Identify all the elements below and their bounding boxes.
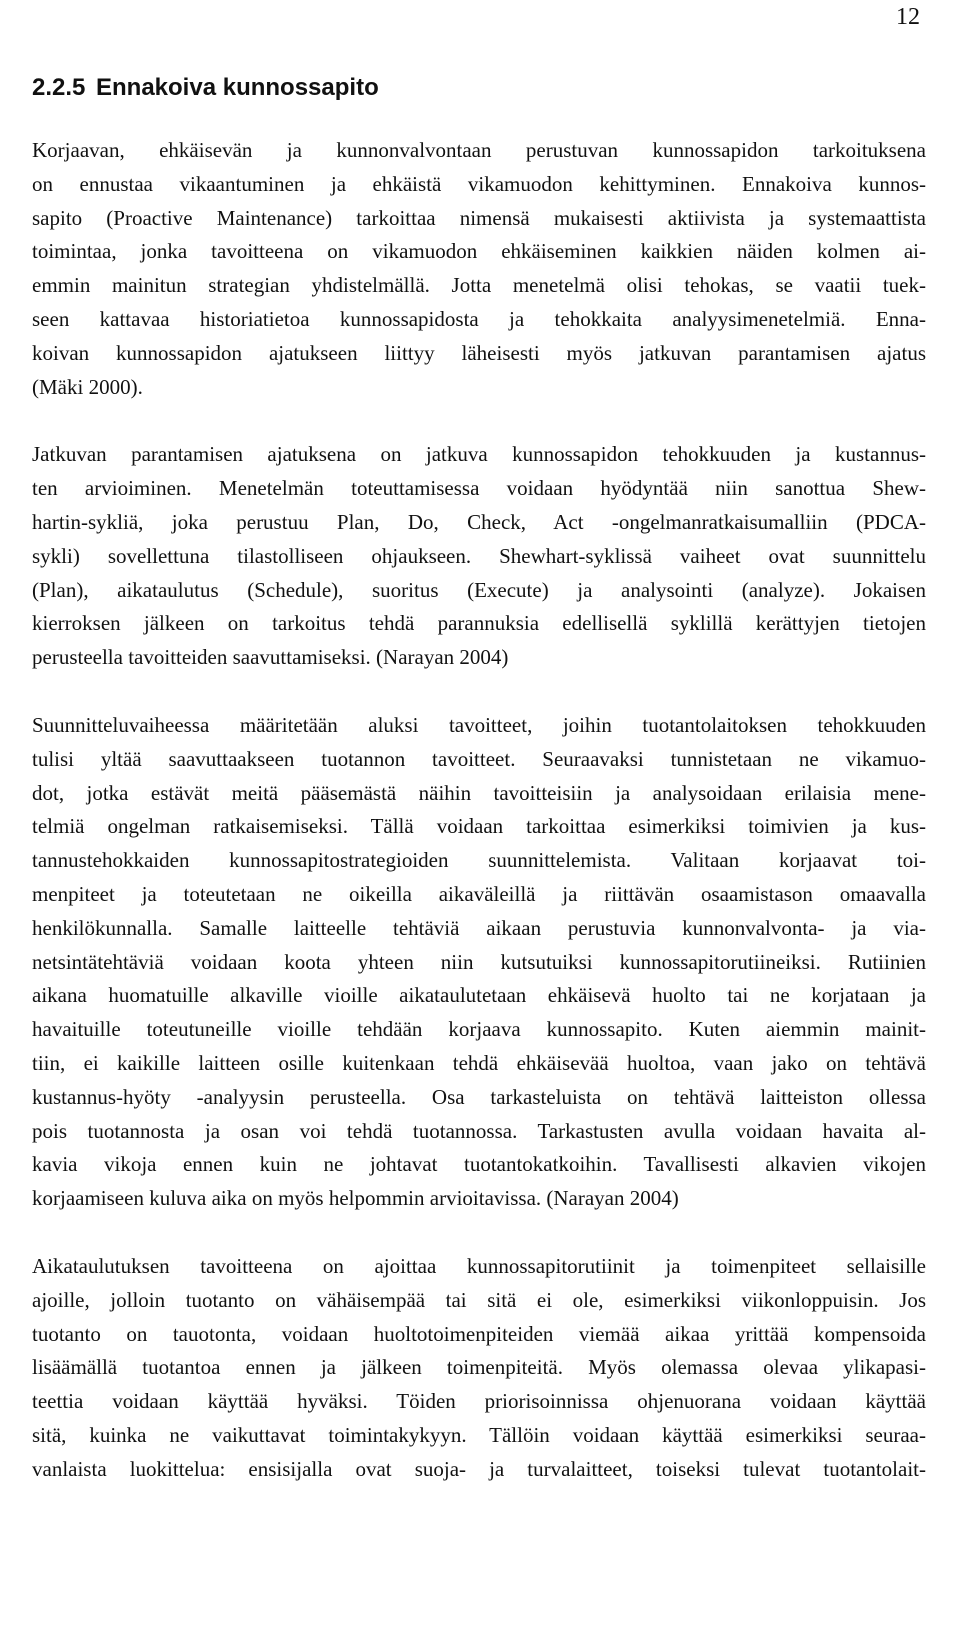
text-line: kustannus-hyöty -analyysin perusteella. Osa tarkasteluista on tehtävä laitteiston ollessa xyxy=(32,1084,926,1109)
paragraph xyxy=(32,134,926,404)
text-line: sitä, kuinka ne vaikuttavat toimintakykyyn. Tällöin voidaan käyttää esimerkiksi seuraa- xyxy=(32,1422,926,1447)
text-line: sapito (Proactive Maintenance) tarkoittaa nimensä mukaisesti aktiivista ja systemaattista xyxy=(32,205,926,230)
text-line: lisäämällä tuotantoa ennen ja jälkeen toimenpiteitä. Myös olemassa olevaa ylikapasi- xyxy=(32,1355,926,1380)
body-text xyxy=(32,134,926,1520)
text-line: toimintaa, jonka tavoitteena on vikamuodon ehkäiseminen kaikkien näiden kolmen ai- xyxy=(32,239,926,264)
paragraph xyxy=(32,709,926,1216)
text-line: menpiteet ja toteutetaan ne oikeilla aikaväleillä ja riittävän osaamistason omaavalla xyxy=(32,881,926,906)
text-line: dot, jotka estävät meitä pääsemästä näihin tavoitteisiin ja analysoidaan erilaisia mene- xyxy=(32,780,926,805)
text-line: Aikataulutuksen tavoitteena on ajoittaa kunnossapitorutiinit ja toimenpiteet sellaisille xyxy=(32,1253,926,1278)
text-line: on ennustaa vikaantuminen ja ehkäistä vikamuodon kehittyminen. Ennakoiva kunnos- xyxy=(32,171,926,196)
text-line: tannustehokkaiden kunnossapitostrategioiden suunnittelemista. Valitaan korjaavat toi- xyxy=(32,848,926,873)
text-line: netsintätehtäviä voidaan koota yhteen niin kutsutuiksi kunnossapitorutiineiksi. Rutiinien xyxy=(32,949,926,974)
text-line: ajoille, jolloin tuotanto on vähäisempää tai sitä ei ole, esimerkiksi viikonloppuisin. Jos xyxy=(32,1287,926,1312)
text-line: (Mäki 2000). xyxy=(32,374,143,399)
text-line: perusteella tavoitteiden saavuttamiseksi. (Narayan 2004) xyxy=(32,645,509,670)
text-line: kierroksen jälkeen on tarkoitus tehdä parannuksia edellisellä syklillä kerättyjen tietojen xyxy=(32,611,926,636)
text-line: tuotanto on tauotonta, voidaan huoltotoimenpiteiden viemää aikaa yrittää kompensoida xyxy=(32,1321,926,1346)
section-heading xyxy=(32,72,932,104)
text-line: tulisi yltää saavuttaakseen tuotannon tavoitteet. Seuraavaksi tunnistetaan ne vikamuo- xyxy=(32,746,926,771)
text-line: koivan kunnossapidon ajatukseen liittyy läheisesti myös jatkuvan parantamisen ajatus xyxy=(32,340,926,365)
paragraph xyxy=(32,1250,926,1487)
text-line: Korjaavan, ehkäisevän ja kunnonvalvontaan perustuvan kunnossapidon tarkoituksena xyxy=(32,138,926,162)
text-line: havaituille toteutuneille vioille tehdään korjaava kunnossapito. Kuten aiemmin mainit- xyxy=(32,1017,926,1042)
text-line: Jatkuvan parantamisen ajatuksena on jatkuva kunnossapidon tehokkuuden ja kustannus- xyxy=(32,442,926,467)
text-line: (Plan), aikataulutus (Schedule), suoritus (Execute) ja analysointi (analyze). Jokaisen xyxy=(32,577,926,602)
text-line: vanlaista luokittelua: ensisijalla ovat suoja- ja turvalaitteet, toiseksi tulevat tuotantolait- xyxy=(32,1456,926,1481)
text-line: telmiä ongelman ratkaisemiseksi. Tällä voidaan tarkoittaa esimerkiksi toimivien ja kus- xyxy=(32,814,926,839)
text-line: ten arvioiminen. Menetelmän toteuttamisessa voidaan hyödyntää niin sanottua Shew- xyxy=(32,476,926,501)
section-number: 2.2.5 xyxy=(32,74,86,101)
text-line: seen kattavaa historiatietoa kunnossapidosta ja tehokkaita analyysimenetelmiä. Enna- xyxy=(32,306,926,331)
text-line: teettia voidaan käyttää hyväksi. Töiden priorisoinnissa ohjenuorana voidaan käyttää xyxy=(32,1389,926,1414)
text-line: Suunnitteluvaiheessa määritetään aluksi tavoitteet, joihin tuotantolaitoksen tehokkuuden xyxy=(32,712,926,737)
text-line: korjaamiseen kuluva aika on myös helpommin arvioitavissa. (Narayan 2004) xyxy=(32,1186,679,1211)
text-line: pois tuotannosta ja osan voi tehdä tuotannossa. Tarkastusten avulla voidaan havaita al- xyxy=(32,1118,926,1143)
text-line: tiin, ei kaikille laitteen osille kuitenkaan tehdä ehkäisevää huoltoa, vaan jako on tehtävä xyxy=(32,1050,926,1075)
paragraph xyxy=(32,438,926,675)
text-line: henkilökunnalla. Samalle laitteelle tehtäviä aikaan perustuvia kunnonvalvonta- ja via- xyxy=(32,915,926,940)
page-number: 12 xyxy=(896,4,920,30)
text-line: hartin-sykliä, joka perustuu Plan, Do, Check, Act -ongelmanratkaisumalliin (PDCA- xyxy=(32,509,926,534)
section-title: Ennakoiva kunnossapito xyxy=(96,74,379,101)
text-line: kavia vikoja ennen kuin ne johtavat tuotantokatkoihin. Tavallisesti alkavien vikojen xyxy=(32,1152,926,1177)
text-line: aikana huomatuille alkaville vioille aikataulutetaan ehkäisevä huolto tai ne korjataan ja xyxy=(32,983,926,1008)
text-line: sykli) sovellettuna tilastolliseen ohjaukseen. Shewhart-syklissä vaiheet ovat suunnittelu xyxy=(32,543,926,568)
text-line: emmin mainitun strategian yhdistelmällä. Jotta menetelmä olisi tehokas, se vaatii tuek- xyxy=(32,273,926,298)
